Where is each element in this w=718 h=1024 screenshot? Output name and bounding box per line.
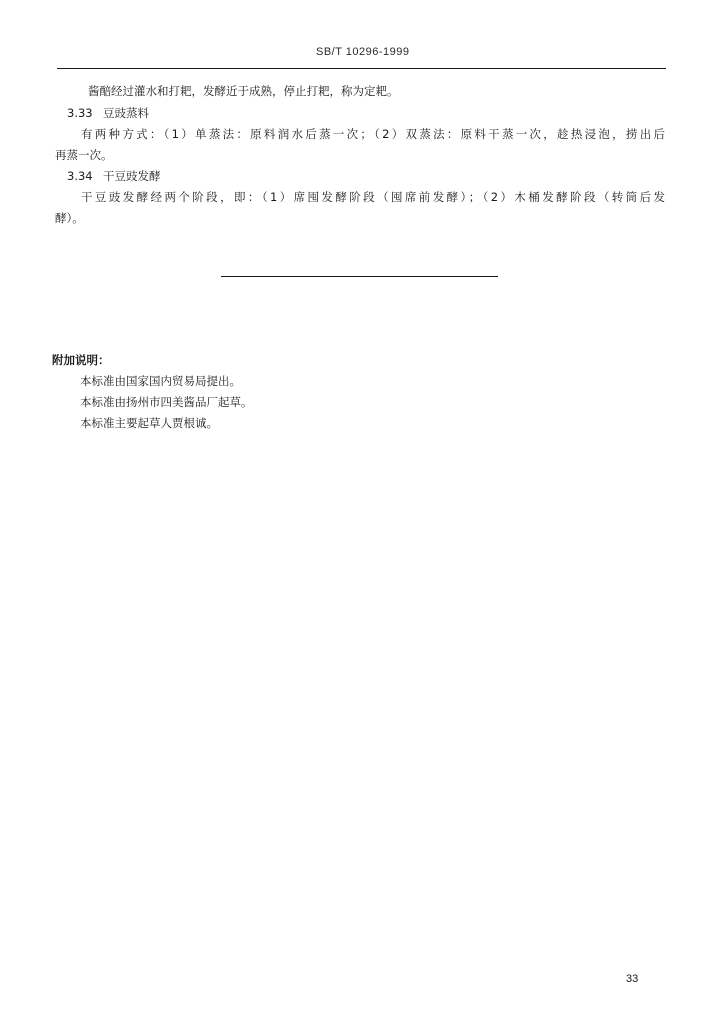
section-number: 3.33 <box>67 106 93 120</box>
section-number: 3.34 <box>67 169 93 183</box>
intro-paragraph: 酱醅经过灌水和打耙，发酵近于成熟，停止打耙，称为定耙。 <box>88 84 399 98</box>
appendix-line: 本标准由国家国内贸易局提出。 <box>80 374 241 388</box>
appendix-title: 附加说明： <box>52 353 110 367</box>
section-heading-3-34 <box>67 169 161 183</box>
page-number: 33 <box>626 973 639 985</box>
end-of-text-rule <box>221 276 498 277</box>
section-text-line: 干豆豉发酵经两个阶段，即：（1）席囤发酵阶段（囤席前发酵）；（2）木桶发酵阶段（转筒后发 <box>81 190 665 204</box>
appendix-line: 本标准主要起草人贾根诚。 <box>80 416 218 430</box>
section-heading-3-33 <box>67 106 149 120</box>
appendix-line: 本标准由扬州市四美酱品厂起草。 <box>80 395 253 409</box>
standard-code: SB/T 10296-1999 <box>316 46 410 58</box>
header-rule <box>57 68 666 69</box>
section-text-line: 酵）。 <box>55 211 84 225</box>
section-title: 干豆豉发酵 <box>103 169 161 183</box>
section-text-line: 再蒸一次。 <box>55 148 113 162</box>
section-title: 豆豉蒸料 <box>103 106 149 120</box>
section-text-line: 有两种方式：（1）单蒸法：原料润水后蒸一次；（2）双蒸法：原料干蒸一次，趁热浸泡，捞出后 <box>81 127 665 141</box>
